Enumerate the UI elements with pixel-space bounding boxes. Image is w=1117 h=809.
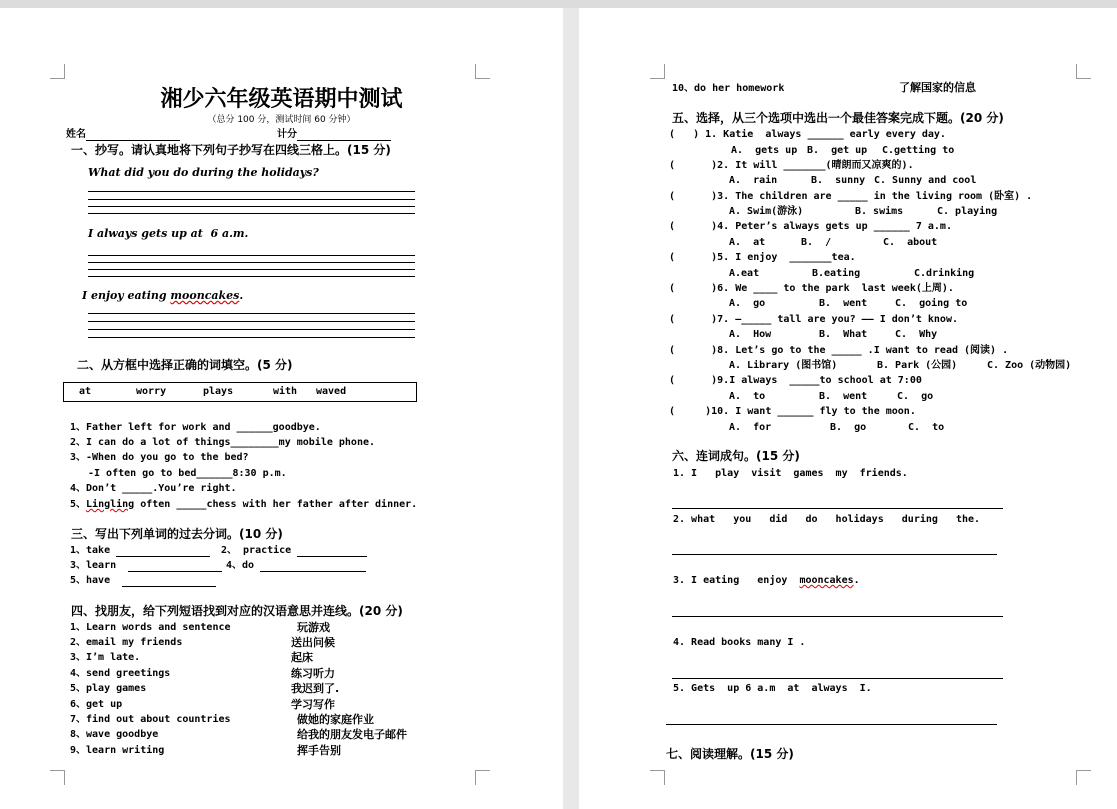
match-english-item: 4、send greetings (70, 668, 171, 679)
corner-mark (650, 770, 665, 785)
copy-sentence-3: I enjoy eating mooncakes. (82, 289, 244, 302)
page-left (0, 8, 563, 809)
word-box (63, 382, 417, 402)
page-right (579, 8, 1117, 809)
fill-question-4: 4、Don’t _____.You’re right. (70, 483, 237, 494)
writing-line (88, 262, 415, 263)
choice-option: A. to (729, 391, 766, 402)
choice-option: C. Why (895, 329, 938, 340)
writing-line (88, 199, 415, 200)
match-chinese-item: 玩游戏 (297, 621, 330, 634)
app-top-bar (0, 0, 1117, 8)
choice-option: B. Park (公园) (877, 360, 958, 371)
scrambled-sentence: 3. I eating enjoy mooncakes. (673, 575, 860, 586)
choice-option: C. go (897, 391, 934, 402)
choice-question: ( )10. I want ______ fly to the moon. (669, 406, 916, 417)
choice-option: B. went (819, 391, 868, 402)
choice-option: C. about (883, 237, 938, 248)
corner-mark (50, 64, 65, 79)
fill-question-3-reply: -I often go to bed______8:30 p.m. (88, 468, 287, 479)
answer-line (672, 678, 1003, 679)
choice-question: ( )2. It will _______(晴朗而又凉爽的). (669, 160, 914, 171)
choice-question: ( )5. I enjoy _______tea. (669, 252, 856, 263)
word-option: waved (316, 386, 347, 397)
writing-line (88, 213, 415, 214)
match-chinese-item: 起床 (291, 651, 313, 664)
section-7-heading: 七、阅读理解。(15 分) (666, 747, 794, 761)
past-form-item: 1、take (70, 544, 210, 557)
choice-question: ( )7. —_____ tall are you? —— I don’t know. (669, 314, 958, 325)
choice-option: C. Sunny and cool (874, 175, 977, 186)
word-option: plays (203, 386, 234, 397)
writing-line (88, 337, 415, 338)
past-form-item: 5、have (70, 574, 216, 587)
writing-line (88, 206, 415, 207)
choice-option: B. What (819, 329, 868, 340)
match-chinese-item: 学习写作 (291, 698, 335, 711)
scrambled-sentence: 2. what you did do holidays during the. (673, 514, 981, 525)
choice-option: A. Library (图书馆) (729, 360, 838, 371)
match-english-item: 7、find out about countries (70, 714, 231, 725)
word-option: with (273, 386, 298, 397)
corner-mark (650, 64, 665, 79)
scrambled-sentence: 1. I play visit games my friends. (673, 468, 908, 479)
writing-line (88, 329, 415, 330)
past-form-item: 4、do (226, 559, 366, 572)
writing-line (88, 321, 415, 322)
past-form-item: 2、 practice (221, 544, 367, 557)
match-english-item: 1、Learn words and sentence (70, 622, 231, 633)
choice-option: B.eating (812, 268, 861, 279)
corner-mark (475, 770, 490, 785)
choice-option: B. go (830, 422, 867, 433)
score-label: 计分 (277, 128, 391, 141)
match-chinese-item: 给我的朋友发电子邮件 (297, 728, 407, 741)
answer-line (672, 616, 1003, 617)
choice-question: ( )3. The children are _____ in the living room (卧室) . (669, 191, 1033, 202)
choice-option: A. gets up (731, 145, 798, 156)
choice-option: B. went (819, 298, 868, 309)
section-2-heading: 二、从方框中选择正确的词填空。(5 分) (77, 358, 293, 372)
match-english-item: 2、email my friends (70, 637, 183, 648)
writing-line (88, 313, 415, 314)
match-chinese-item-10: 了解国家的信息 (899, 81, 976, 94)
past-form-item: 3、learn (70, 559, 222, 572)
choice-option: C.getting to (882, 145, 955, 156)
choice-option: B. / (801, 237, 832, 248)
match-chinese-item: 我迟到了. (291, 682, 340, 695)
fill-question-2: 2、I can do a lot of things________my mobile phone. (70, 437, 376, 448)
choice-option: A. How (729, 329, 772, 340)
choice-option: C. to (908, 422, 945, 433)
page-subtitle: （总分 100 分，测试时间 60 分钟） (207, 115, 356, 125)
choice-option: C.drinking (914, 268, 975, 279)
section-6-heading: 六、连词成句。(15 分) (672, 449, 800, 463)
match-chinese-item: 做她的家庭作业 (297, 713, 374, 726)
choice-question: ( )6. We ____ to the park last week(上周). (669, 283, 954, 294)
match-english-item: 6、get up (70, 699, 123, 710)
choice-question: ( )9.I always _____to school at 7:00 (669, 375, 922, 386)
choice-option: A. rain (729, 175, 778, 186)
word-option: at (79, 386, 92, 397)
section-1-heading: 一、抄写。请认真地将下列句子抄写在四线三格上。(15 分) (71, 143, 391, 157)
match-english-item: 5、play games (70, 683, 147, 694)
choice-option: A. for (729, 422, 772, 433)
answer-line (672, 508, 1003, 509)
corner-mark (475, 64, 490, 79)
corner-mark (50, 770, 65, 785)
writing-line (88, 255, 415, 256)
choice-question: ( ) 1. Katie always ______ early every day. (669, 129, 946, 140)
corner-mark (1076, 64, 1091, 79)
choice-question: ( )4. Peter’s always gets up ______ 7 a.m. (669, 221, 952, 232)
corner-mark (1076, 770, 1091, 785)
answer-line (672, 554, 997, 555)
choice-question: ( )8. Let’s go to the _____ .I want to read (阅读) . (669, 345, 1009, 356)
scrambled-sentence: 5. Gets up 6 a.m at always I. (673, 683, 872, 694)
choice-option: A. Swim(游泳) (729, 206, 804, 217)
choice-option: C. playing (937, 206, 998, 217)
choice-option: A. go (729, 298, 766, 309)
match-english-item-10: 10、do her homework (672, 83, 785, 94)
choice-option: A.eat (729, 268, 760, 279)
copy-sentence-1: What did you do during the holidays? (88, 166, 319, 179)
writing-line (88, 191, 415, 192)
fill-question-5: 5、Lingling often _____chess with her father after dinner. (70, 499, 418, 510)
fill-question-1: 1、Father left for work and ______goodbye. (70, 422, 321, 433)
choice-option: B. swims (855, 206, 904, 217)
section-5-heading: 五、选择，从三个选项中选出一个最佳答案完成下题。(20 分) (672, 111, 1004, 125)
copy-sentence-2: I always gets up at 6 a.m. (88, 227, 249, 240)
match-chinese-item: 送出问候 (291, 636, 335, 649)
match-chinese-item: 练习听力 (291, 667, 335, 680)
choice-option: B. get up (807, 145, 868, 156)
writing-line (88, 269, 415, 270)
match-english-item: 3、I’m late. (70, 652, 141, 663)
choice-option: A. at (729, 237, 766, 248)
name-label: 姓名 (66, 128, 180, 141)
choice-option: C. going to (895, 298, 968, 309)
match-chinese-item: 挥手告别 (297, 744, 341, 757)
choice-option: C. Zoo (动物园) (987, 360, 1072, 371)
section-3-heading: 三、写出下列单词的过去分词。(10 分) (71, 527, 283, 541)
fill-question-3: 3、-When do you go to the bed? (70, 452, 249, 463)
choice-option: B. sunny (811, 175, 866, 186)
section-4-heading: 四、找朋友，给下列短语找到对应的汉语意思并连线。(20 分) (71, 604, 403, 618)
answer-line (666, 724, 997, 725)
word-option: worry (136, 386, 167, 397)
writing-line (88, 276, 415, 277)
scrambled-sentence: 4. Read books many I . (673, 637, 806, 648)
page-title: 湘少六年级英语期中测试 (160, 86, 403, 112)
match-english-item: 9、learn writing (70, 745, 165, 756)
match-english-item: 8、wave goodbye (70, 729, 159, 740)
